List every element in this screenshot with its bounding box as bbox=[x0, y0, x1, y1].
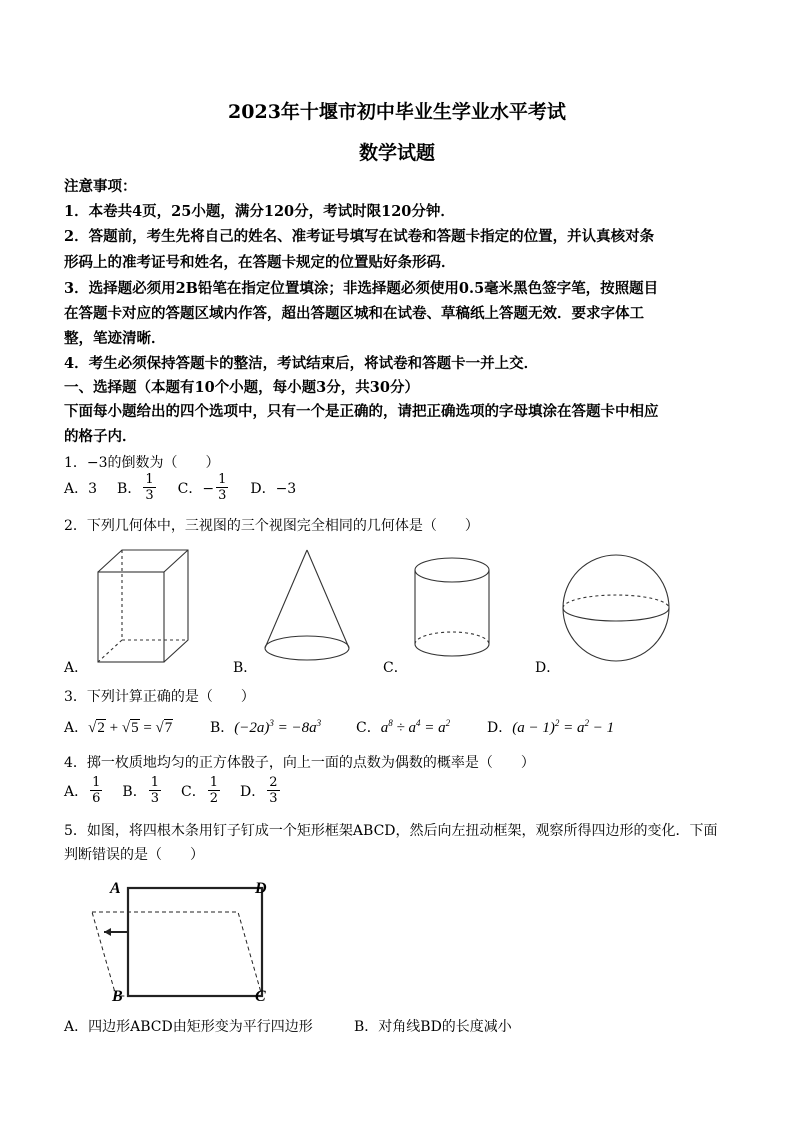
q1-stem: 1．−3的倒数为（ ） bbox=[64, 455, 220, 471]
section1-instr-line1: 下面每小题给出的四个选项中，只有一个是正确的，请把正确选项的字母填涂在答题卡中相应 bbox=[64, 403, 659, 420]
notice-item-1: 1．本卷共4页，25小题，满分120分，考试时限120分钟． bbox=[64, 203, 455, 220]
q4-option-a: A． $\frac{1}{6}$ bbox=[64, 775, 101, 806]
exam-subtitle: 数学试题 bbox=[358, 142, 435, 164]
q3-stem: 3．下列计算正确的是（ ） bbox=[64, 689, 255, 705]
sphere-figure bbox=[560, 552, 672, 664]
q1-option-b: B． $\frac{1}{3}$ bbox=[117, 472, 154, 503]
q1-option-a: A．3 bbox=[64, 480, 98, 497]
q1-option-c: C．− $\frac{1}{3}$ bbox=[177, 472, 227, 503]
notice-item-3-line2: 在答题卡对应的答题区域内作答，超出答题区城和在试卷、草稿纸上答题无效．要求字体工 bbox=[64, 305, 644, 322]
q4-stem: 4．掷一枚质地均匀的正方体骰子，向上一面的点数为偶数的概率是（ ） bbox=[64, 755, 535, 771]
vertex-label-b: B bbox=[112, 988, 123, 1005]
q4-option-b: B． $\frac{1}{3}$ bbox=[122, 775, 159, 806]
vertex-label-c: C bbox=[255, 988, 266, 1005]
q3-option-c: C．$a^8 \div a^4 = a^2$ bbox=[356, 718, 451, 736]
q5-stem-line2: 判断错误的是（ ） bbox=[64, 847, 204, 863]
notice-item-4: 4．考生必须保持答题卡的整洁，考试结束后，将试卷和答题卡一并上交． bbox=[64, 355, 539, 372]
q2-option-a: A． bbox=[64, 660, 89, 676]
section1-instr-line2: 的格子内． bbox=[64, 428, 137, 445]
cylinder-figure bbox=[414, 556, 494, 666]
q2-option-d: D． bbox=[535, 660, 561, 676]
q4-option-c: C． $\frac{1}{2}$ bbox=[180, 775, 218, 806]
q3-option-d: D．$(a - 1)^2 = a^2 - 1$ bbox=[487, 718, 615, 736]
q5-option-b: B．对角线BD的长度减小 bbox=[354, 1019, 512, 1035]
q4-options bbox=[64, 775, 282, 806]
notice-item-2-line2: 形码上的准考证号和姓名，在答题卡规定的位置贴好条形码． bbox=[64, 254, 456, 271]
q1-options bbox=[64, 472, 296, 503]
cone-figure bbox=[262, 548, 352, 666]
q5-stem-line1: 5．如图，将四根木条用钉子钉成一个矩形框架ABCD，然后向左扭动框架，观察所得四边形的变化．下面 bbox=[64, 823, 718, 839]
q5-option-a: A．四边形ABCD由矩形变为平行四边形 bbox=[64, 1019, 313, 1035]
notice-item-3-line3: 整，笔迹清晰． bbox=[64, 330, 166, 347]
notice-item-2-line1: 2．答题前，考生先将自己的姓名、准考证号填写在试卷和答题卡指定的位置，并认真核对条 bbox=[64, 228, 655, 245]
q1-option-d: D．−3 bbox=[250, 480, 297, 497]
q2-option-b: B． bbox=[233, 660, 258, 676]
q4-option-d: D． $\frac{2}{3}$ bbox=[239, 775, 278, 806]
q3-option-b: B．$(-2a)^3 = -8a^3$ bbox=[210, 718, 322, 736]
notice-item-3-line1: 3．选择题必须用2B铅笔在指定位置填涂；非选择题必须使用0.5毫米黑色签字笔，按照题目 bbox=[64, 280, 659, 297]
q2-option-c: C． bbox=[383, 660, 408, 676]
exam-title: 2023年十堰市初中毕业生学业水平考试 bbox=[228, 101, 566, 123]
vertex-label-a: A bbox=[110, 880, 121, 897]
vertex-label-d: D bbox=[255, 880, 267, 897]
section1-heading: 一、选择题（本题有10个小题，每小题3分，共30分） bbox=[64, 379, 419, 396]
cuboid-figure bbox=[96, 548, 196, 668]
q3-option-a: A．√2 + √5 = √7 bbox=[64, 720, 173, 736]
notice-heading: 注意事项： bbox=[64, 178, 137, 195]
q2-stem: 2．下列几何体中，三视图的三个视图完全相同的几何体是（ ） bbox=[64, 518, 479, 534]
